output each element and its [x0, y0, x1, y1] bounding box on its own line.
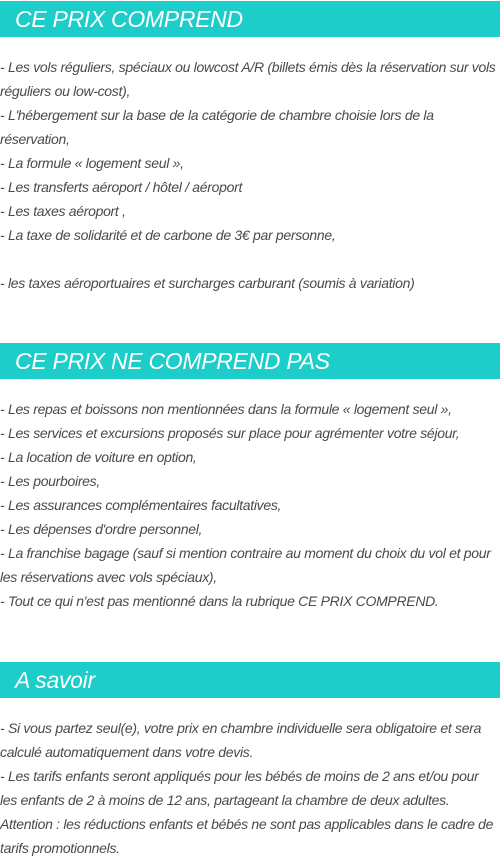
section-header — [0, 1, 500, 37]
section-title: A savoir — [15, 666, 95, 693]
list-item: - Les dépenses d'ordre personnel, — [0, 521, 203, 537]
list-item: - Les tarifs enfants seront appliqués pour les bébés de moins de 2 ans et/ou pour les enfants de 2 à moins de 12 ans, partageant la chambre de deux adultes. — [0, 768, 479, 808]
section-title: CE PRIX NE COMPREND PAS — [15, 347, 330, 374]
list-item: - Les taxes aéroport , — [0, 203, 126, 219]
section-body — [0, 55, 500, 295]
section-a-savoir — [0, 662, 500, 860]
list-item: - les taxes aéroportuaires et surcharges carburant (soumis à variation) — [0, 275, 415, 291]
list-item: - Les transferts aéroport / hôtel / aéroport — [0, 179, 243, 195]
list-item: - La taxe de solidarité et de carbone de 3€ par personne, — [0, 227, 336, 243]
section-body — [0, 716, 500, 860]
list-item: - La formule « logement seul », — [0, 155, 184, 171]
list-item: - Si vous partez seul(e), votre prix en chambre individuelle sera obligatoire et sera calculé automatiquement dans votre devis. — [0, 720, 482, 760]
list-item: - L'hébergement sur la base de la catégorie de chambre choisie lors de la réservation, — [0, 107, 434, 147]
list-item: - Les repas et boissons non mentionnées dans la formule « logement seul », — [0, 401, 452, 417]
list-item: - Les vols réguliers, spéciaux ou lowcost A/R (billets émis dès la réservation sur vols réguliers ou low-cost), — [0, 59, 496, 99]
section-header — [0, 343, 500, 379]
section-header — [0, 662, 500, 698]
section-body — [0, 397, 500, 613]
list-item: - Les assurances complémentaires facultatives, — [0, 497, 282, 513]
list-item: Attention : les réductions enfants et bébés ne sont pas applicables dans le cadre de tarifs promotionnels. — [0, 816, 494, 856]
section-prix-comprend — [0, 1, 500, 295]
list-item: - La franchise bagage (sauf si mention contraire au moment du choix du vol et pour les réservations avec vols spéciaux), — [0, 545, 491, 585]
section-prix-ne-comprend-pas — [0, 343, 500, 613]
spacer — [0, 247, 500, 271]
list-item: - La location de voiture en option, — [0, 449, 197, 465]
list-item: - Les pourboires, — [0, 473, 100, 489]
section-title: CE PRIX COMPREND — [15, 5, 243, 32]
list-item: - Les services et excursions proposés sur place pour agrémenter votre séjour, — [0, 425, 460, 441]
list-item: - Tout ce qui n'est pas mentionné dans la rubrique CE PRIX COMPREND. — [0, 593, 439, 609]
